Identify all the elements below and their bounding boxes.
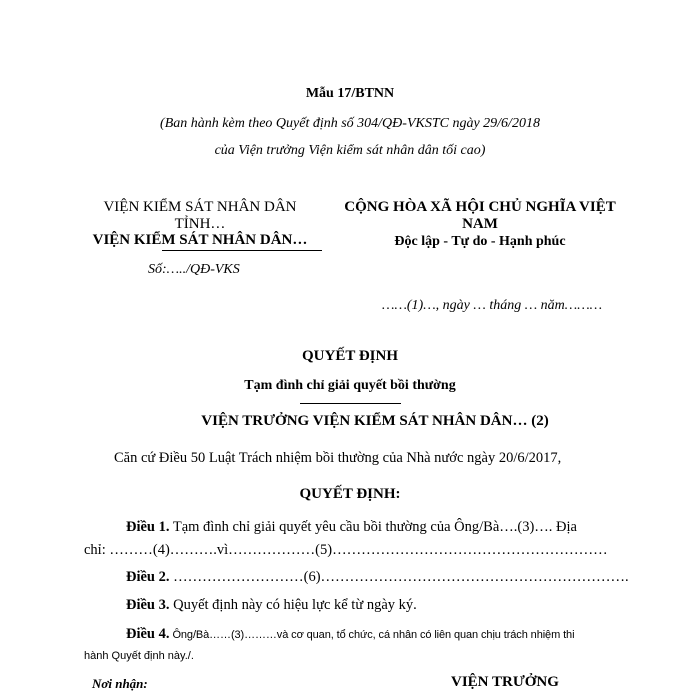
agency-line2: TỈNH… bbox=[174, 216, 226, 232]
article-3-text: Quyết định này có hiệu lực kể từ ngày ký. bbox=[169, 597, 417, 613]
document-number: Số:…../QĐ-VKS bbox=[148, 262, 240, 277]
form-code: Mẫu 17/BTNN bbox=[305, 86, 395, 101]
article-4-text: Ông/Bà……(3)………và cơ quan, tổ chức, cá nhân có liên quan chịu trách nhiệm thi bbox=[169, 629, 575, 641]
issued-note-line1: (Ban hành kèm theo Quyết định số 304/QĐ-VKSTC ngày 29/6/2018 bbox=[160, 116, 540, 131]
article-2-label: Điều 2. bbox=[126, 569, 170, 585]
article-3 bbox=[126, 597, 417, 614]
agency-line3: VIỆN KIỂM SÁT NHÂN DÂN… bbox=[92, 232, 308, 248]
nation-line1: CỘNG HÒA XÃ HỘI CHỦ NGHĨA VIỆT bbox=[344, 199, 616, 215]
issued-note-line2: của Viện trưởng Viện kiểm sát nhân dân tối cao) bbox=[214, 143, 486, 158]
decision-subtitle: Tạm đình chỉ giải quyết bồi thường bbox=[244, 378, 456, 393]
article-3-label: Điều 3. bbox=[126, 597, 170, 613]
article-4-label: Điều 4. bbox=[126, 626, 170, 642]
decide-heading: QUYẾT ĐỊNH: bbox=[299, 486, 401, 502]
article-2 bbox=[126, 569, 629, 586]
signer-title: VIỆN TRƯỞNG bbox=[451, 674, 559, 690]
article-2-text: ………………………(6)………………………………………………………. bbox=[169, 569, 629, 585]
place-date-line: ……(1)…, ngày … tháng … năm……… bbox=[382, 298, 603, 313]
subtitle-underline bbox=[300, 403, 401, 404]
article-1-line2: chỉ: ………(4)……….vì………………(5)………………………………………………… bbox=[84, 542, 608, 558]
authority-line: VIỆN TRƯỞNG VIỆN KIỂM SÁT NHÂN DÂN… (2) bbox=[201, 413, 549, 429]
legal-basis: Căn cứ Điều 50 Luật Trách nhiệm bồi thường của Nhà nước ngày 20/6/2017, bbox=[114, 450, 562, 466]
article-1-text: Tạm đình chỉ giải quyết yêu cầu bồi thường của Ông/Bà….(3)…. Địa bbox=[169, 519, 577, 535]
decision-title: QUYẾT ĐỊNH bbox=[302, 348, 398, 364]
recipients-label: Nơi nhận: bbox=[92, 676, 148, 691]
agency-underline bbox=[162, 250, 322, 251]
article-4-line2: hành Quyết định này./. bbox=[84, 650, 194, 662]
article-1-label: Điều 1. bbox=[126, 519, 170, 535]
article-4-line1 bbox=[126, 625, 574, 643]
article-1-line1 bbox=[126, 519, 577, 536]
nation-line2: NAM bbox=[462, 216, 498, 232]
agency-line1: VIỆN KIỂM SÁT NHÂN DÂN bbox=[103, 199, 297, 215]
motto: Độc lập - Tự do - Hạnh phúc bbox=[394, 234, 566, 249]
